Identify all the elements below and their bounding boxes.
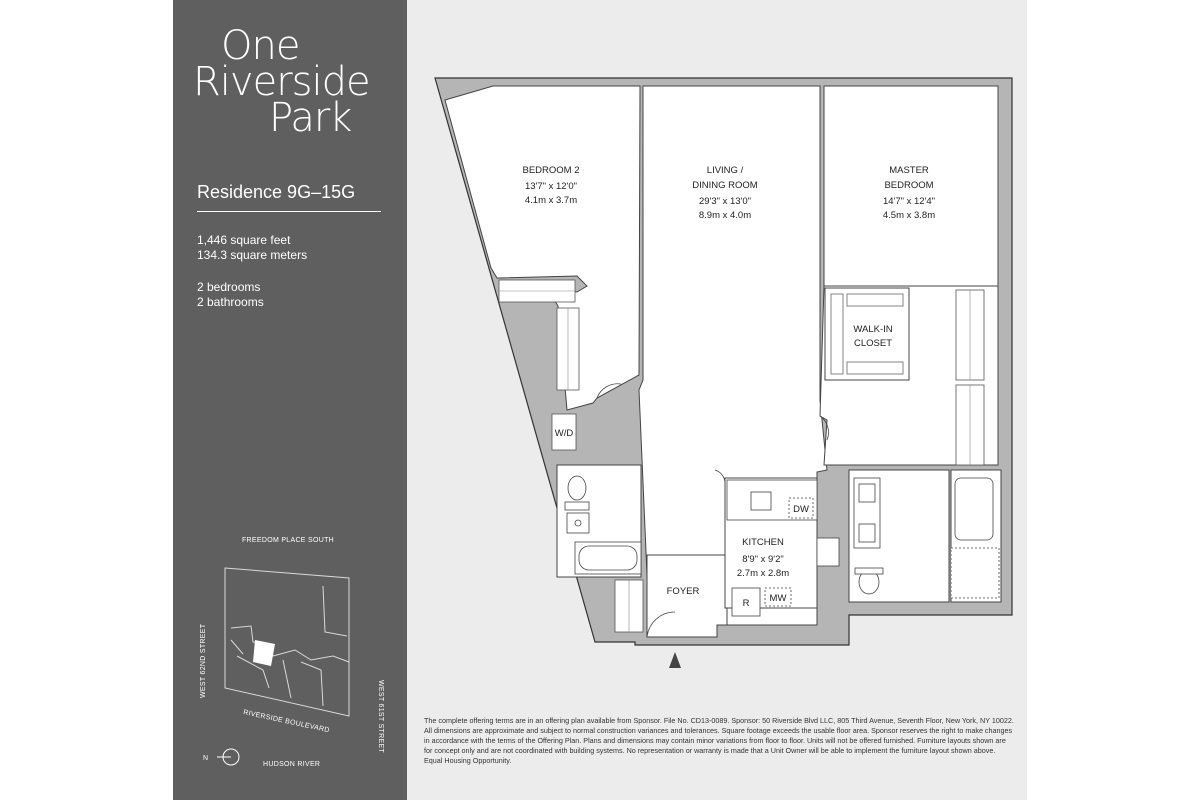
site-map-outline xyxy=(225,568,349,716)
living-metric: 8.9m x 4.0m xyxy=(698,210,752,221)
living-label-2: DINING ROOM xyxy=(692,180,758,191)
river-label: HUDSON RIVER xyxy=(263,761,321,768)
master-label-2: BEDROOM xyxy=(884,180,934,191)
residence-title: Residence 9G–15G xyxy=(197,182,356,202)
closet-label-1: WALK-IN xyxy=(853,324,893,335)
logo-line-2: Riverside xyxy=(193,59,370,105)
closet-label-2: CLOSET xyxy=(853,338,893,349)
square-feet: 1,446 square feet xyxy=(197,233,291,247)
toilet-1 xyxy=(568,476,586,500)
title-divider xyxy=(197,211,381,212)
shower-2 xyxy=(951,548,999,598)
building-highlight xyxy=(253,640,275,666)
living-label-1: LIVING / xyxy=(706,165,744,176)
bathroom-count: 2 bathrooms xyxy=(197,295,264,309)
master-label-1: MASTER xyxy=(889,165,929,176)
bedroom-2-metric: 4.1m x 3.7m xyxy=(524,195,578,206)
west-street-label: WEST 62ND STREET xyxy=(200,623,207,698)
refrigerator-label: R xyxy=(742,598,750,609)
microwave-label: MW xyxy=(769,593,787,604)
site-map xyxy=(173,520,407,780)
compass-letter: N xyxy=(203,755,209,762)
washer-dryer-label: W/D xyxy=(554,428,574,439)
kitchen-metric: 2.7m x 2.8m xyxy=(736,568,790,579)
south-street-label: RIVERSIDE BOULEVARD xyxy=(242,709,331,735)
brand-logo xyxy=(193,22,393,141)
legal-disclaimer: The complete offering terms are in an offering plan available from Sponsor. File No. CD13-0089. Sponsor: 50 Riverside Blvd LLC, 805 Third Avenue, Seventh Floor, New York, NY 10022. All dimensions are approximate and subject to normal construction variances and tolerances. Square footage exceeds the usable floor area. Sponsor reserves the right to make changes in accordance with the terms of the Offering Plan. Plans and dimensions may contain minor variations from floor to floor. Units will not be offered furnished. Furniture layouts shown are for concept only and are not coordinated with building systems. No representation or warranty is made that a Unit Owner will be able to implement the furniture layout shown above. Equal Housing Opportunity. xyxy=(424,716,1014,766)
logo-line-3: Park xyxy=(269,95,352,141)
living-imperial: 29'3" x 13'0" xyxy=(698,196,752,207)
compass xyxy=(203,749,239,765)
entry-arrow xyxy=(669,652,681,668)
floor-plan-panel xyxy=(407,0,1027,800)
master-metric: 4.5m x 3.8m xyxy=(882,210,936,221)
kitchen-imperial: 8'9" x 9'2" xyxy=(742,554,784,565)
bedroom-count: 2 bedrooms xyxy=(197,280,261,294)
foyer-label: FOYER xyxy=(666,586,700,597)
bedroom-2-imperial: 13'7" x 12'0" xyxy=(524,181,578,192)
square-meters: 134.3 square meters xyxy=(197,248,308,262)
kitchen-label: KITCHEN xyxy=(742,537,784,548)
bedroom-2-label: BEDROOM 2 xyxy=(522,165,580,176)
dishwasher-label: DW xyxy=(793,504,809,515)
tub-2 xyxy=(955,478,993,540)
north-street-label: FREEDOM PLACE SOUTH xyxy=(241,537,335,544)
sidebar xyxy=(173,0,407,800)
kitchen-sink xyxy=(751,492,771,510)
master-imperial: 14'7" x 12'4" xyxy=(882,196,936,207)
east-street-label: WEST 61ST STREET xyxy=(377,680,384,754)
cooktop xyxy=(817,538,839,566)
floor-plan xyxy=(407,0,1027,710)
logo-line-1: One xyxy=(221,23,300,69)
